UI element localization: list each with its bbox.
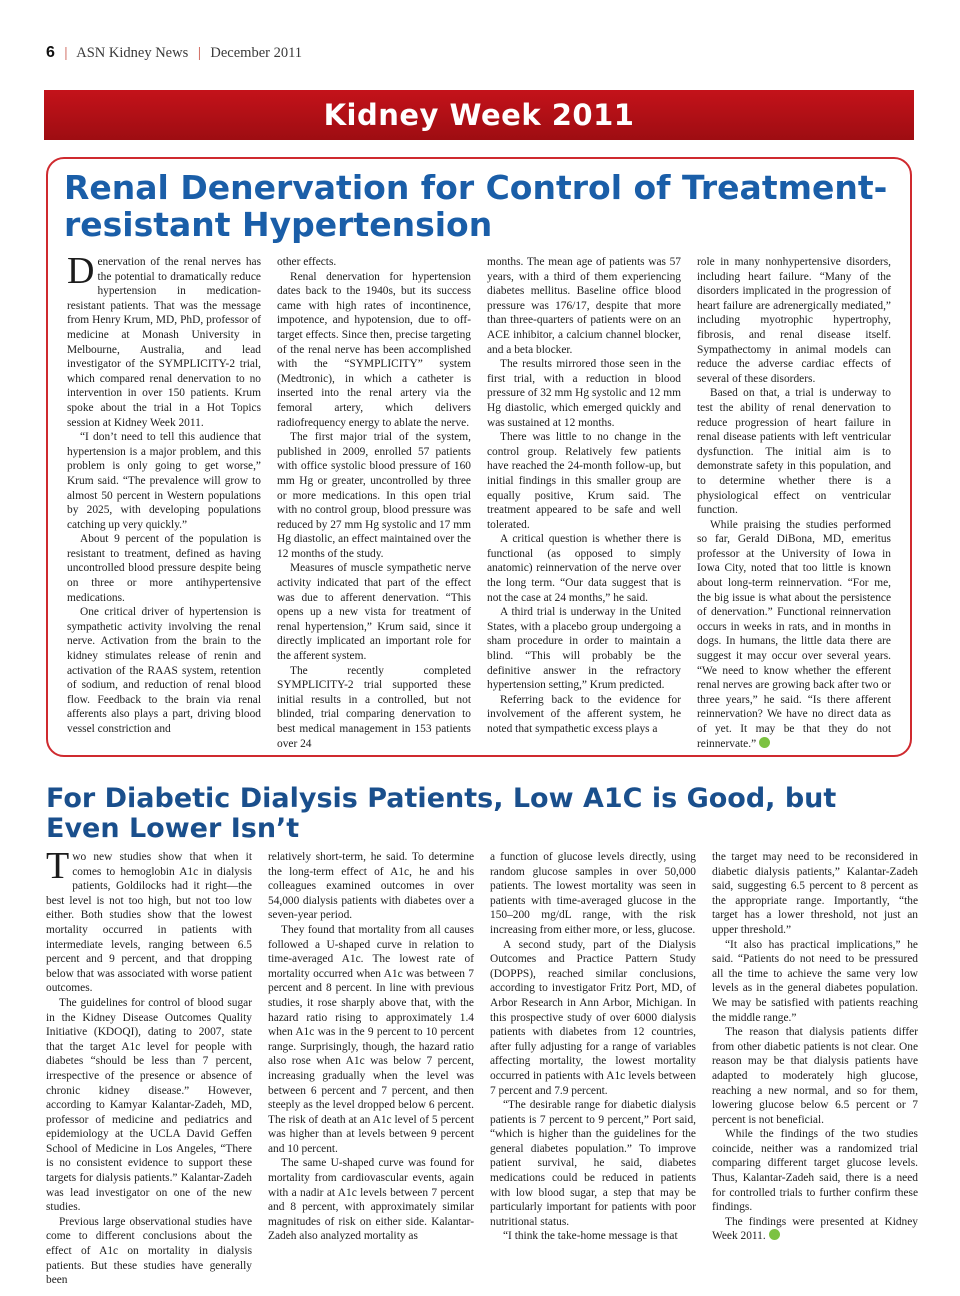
- paragraph: The guidelines for control of blood sugar in the Kidney Disease Outcomes Quality Initiative (KDOQI), dating to 2007, state that the target A1c level for people with diabetes “should be less than 7 percent, irrespective of the presence or absence of chronic kidney disease.” However, according to Kamyar Kalantar-Zadeh, MD, professor of medicine and pediatrics and epidemiology at the UCLA David Geffen School of Medicine in Los Angeles, “There is no consistent evidence to support these targets for dialysis patients.” Kalantar-Zadeh was lead investigator on one of the new studies.: [46, 996, 252, 1214]
- text-column: [712, 850, 918, 1250]
- text-column: [490, 850, 696, 1250]
- end-of-article-icon: [769, 1229, 780, 1240]
- paragraph: Two new studies show that when it comes to hemoglobin A1c in dialysis patients, Goldilocks had it right—the best level is not too high, but not too low either. Both studies show that the lowest mortality occurred in patients with intermediate levels, ranging between 6.5 percent and 9 percent, and that dropping below that was associated with worse patient outcomes.: [46, 845, 252, 995]
- paragraph: The recently completed SYMPLICITY-2 trial supported these initial results in a controlled, but not blinded, trial comparing denervation to best medical management in 153 patients over 24: [277, 664, 471, 750]
- paragraph: The findings were presented at Kidney Week 2011.: [712, 1215, 918, 1243]
- page-number: 6: [46, 44, 55, 61]
- end-of-article-icon: [759, 737, 770, 748]
- text-column: [697, 255, 891, 750]
- page-folio: [46, 44, 302, 62]
- article-headline-renal-denervation: Renal Denervation for Control of Treatment-resistant Hypertension: [64, 168, 888, 244]
- paragraph: the target may need to be reconsidered in diabetic dialysis patients,” Kalantar-Zadeh said, suggesting 6.5 percent to 8 percent as the appropriate range. Importantly, “the target has a lower threshold, not just an upper threshold.”: [712, 851, 918, 936]
- paragraph: The results mirrored those seen in the first trial, with a reduction in blood pressure of 32 mm Hg systolic and 12 mm Hg diastolic, which emerged quickly and was sustained at 12 months.: [487, 358, 681, 429]
- paragraph: A third trial is underway in the United States, with a placebo group undergoing a sham procedure in order to maintain a blind. “This will probably be the definitive answer in the refractory hypertension setting,” Krum predicted.: [487, 606, 681, 692]
- article-headline-diabetic-dialysis: For Diabetic Dialysis Patients, Low A1C is Good, but Even Lower Isn’t: [46, 783, 837, 845]
- paragraph: While the findings of the two studies coincide, neither was a randomized trial comparing different target glucose levels. Thus, Kalantar-Zadeh said, there is a need for controlled trials to further confirm these findings.: [712, 1128, 918, 1214]
- paragraph: About 9 percent of the population is resistant to treatment, defined as having uncontrolled blood pressure despite being on three or more antihypertensive medications.: [67, 533, 261, 604]
- text-column: [487, 255, 681, 741]
- section-banner: [44, 90, 914, 140]
- text-column: [46, 845, 252, 1287]
- paragraph: a function of glucose levels directly, using random glucose samples in over 50,000 patients. The lowest mortality was seen in patients with time-averaged glucose in the 150–200 mg/dL range, with the risk increasing from either more, or less, glucose.: [490, 851, 696, 936]
- paragraph: A second study, part of the Dialysis Outcomes and Practice Pattern Study (DOPPS), reached similar conclusions, according to investigator Fritz Port, MD, of Arbor Research in Ann Arbor, Michigan. In this prospective study of over 6000 dialysis patients with diabetes from 12 countries, after fully adjusting for a range of variables affecting mortality, the lowest mortality occurred in patients with A1c levels between 7 percent and 7.9 percent.: [490, 938, 696, 1097]
- paragraph: Previous large observational studies have come to different conclusions about the effect of A1c on mortality in dialysis patients. But these studies have generally been: [46, 1215, 252, 1287]
- drop-cap: T: [46, 845, 70, 887]
- paragraph: “The desirable range for diabetic dialysis patients is 7 percent to 9 percent,” Port said, “which is higher than the guidelines for the general diabetes population.” To improve patient survival, he said, diabetes medications could be reduced in patients with low blood sugar, a step that may be particularly important for patients with poor nutritional status.: [490, 1099, 696, 1228]
- paragraph: “I think the take-home message is that: [503, 1230, 678, 1243]
- paragraph: Denervation of the renal nerves has the potential to dramatically reduce hypertension in medication-resistant patients. That was the message from Henry Krum, MD, PhD, professor of medicine at Monash University in Melbourne, Australia, and lead investigator of the SYMPLICITY-2 trial, which compared renal denervation to no intervention in over 150 patients. Krum spoke about the trial in a Hot Topics session at Kidney Week 2011.: [67, 250, 261, 429]
- paragraph: While praising the studies performed so far, Gerald DiBona, MD, emeritus professor at the University of Iowa in Iowa City, noted that too little is known about long-term reinnervation. “For me, the big issue is what about the persistence of denervation.” Functional reinnervation occurs in weeks in rats, and in months in dogs. In humans, the little data there are suggest it may occur over several years. “We need to know whether the efferent renal nerves are growing back after two or three years,” he said. “Is there afferent reinnervation? We have no direct data as of yet. It may be that they do not reinnervate.”: [697, 518, 891, 750]
- paragraph: months. The mean age of patients was 57 years, with a third of them experiencing diabetes mellitus. Baseline office blood pressure was 176/17, despite that more than three-quarters of patients were on an ACE inhibitor, a calcium channel blocker, and a beta blocker.: [487, 256, 681, 356]
- paragraph: The first major trial of the system, published in 2009, enrolled 57 patients with office systolic blood pressure of 160 mm Hg or greater, uncontrolled by three or more medications. In this open trial with no control group, blood pressure was reduced by 27 mm Hg systolic and 17 mm Hg diastolic, an effect maintained over the 12 months of the study.: [277, 431, 471, 560]
- text-column: [67, 250, 261, 741]
- paragraph: The same U-shaped curve was found for mortality from cardiovascular events, again with a nadir at A1c levels between 7 percent and 8 percent, with approximately similar magnitudes of risk on either side. Kalantar-Zadeh also analyzed mortality as: [268, 1157, 474, 1243]
- paragraph: The reason that dialysis patients differ from other diabetic patients is not clear. One reason may be that dialysis patients have adapted to moderately high glucose, reaching a new normal, and so for them, lowering glucose below 6.5 percent or 7 percent is not beneficial.: [712, 1026, 918, 1126]
- article-body-diabetic-dialysis: [46, 845, 918, 1287]
- paragraph: One critical driver of hypertension is sympathetic activity involving the renal nerve. Activation from the brain to the kidney stimulates release of renin and activation of the RAAS system, retention of sodium, and reduction of renal blood flow. Feedback to the brain via renal afferents also plays a part, driving blood vessel constriction and: [67, 606, 261, 735]
- paragraph: Renal denervation for hypertension dates back to the 1940s, but its success came with high rates of incontinence, impotence, and hypotension, due to off-target effects. Since then, precise targeting of the renal nerve has been accomplished with the “SYMPLICITY” system (Medtronic), in which a catheter is inserted into the renal artery via the femoral artery, which delivers radiofrequency energy to ablate the nerve.: [277, 270, 471, 429]
- paragraph: “It also has practical implications,” he said. “Patients do not need to be pressured all the time to achieve the same very low levels as in the general diabetes population. We may be satisfied with patients reaching the middle range.”: [712, 938, 918, 1024]
- paragraph: There was little to no change in the control group. Relatively few patients have reached the 24-month follow-up, but initial findings in this smaller group are equally positive, Krum said. The treatment appeared to be safe and well tolerated.: [487, 431, 681, 531]
- paragraph: “I don’t need to tell this audience that hypertension is a major problem, and this problem is only going to get worse,” Krum said. “The prevalence will grow to almost 50 percent in Western populations by 2025, with developing populations catching up very quickly.”: [67, 431, 261, 531]
- paragraph: role in many nonhypertensive disorders, including heart failure. “Many of the disorders implicated in the progression of heart failure are adrenergically mediated,” including myotrophic hypertrophy, fibrosis, and renal disease itself. Sympathectomy in animal models can reduce the adverse cardiac effects of several of these disorders.: [697, 256, 891, 385]
- paragraph: other effects.: [277, 256, 337, 268]
- paragraph: They found that mortality from all causes followed a U-shaped curve in relation to time-averaged A1c. The lowest rate of mortality occurred when A1c was between 7 percent and 8 percent. In line with previous studies, it rose sharply above that, with the hazard ratio rising to approximately 1.4 when A1c was in the 9 percent to 10 percent range. Surprisingly, though, the hazard ratio also rose when A1c was below 7 percent, increasing gradually when the level was between 6 percent and 7 percent, and then steeply as the level dropped below 6 percent. The risk of death at an A1c level of 5 percent was higher than at levels between 9 percent and 10 percent.: [268, 923, 474, 1155]
- publication-name: ASN Kidney News: [76, 45, 189, 61]
- text-column: [277, 255, 471, 750]
- folio-separator: |: [64, 45, 68, 61]
- paragraph: Referring back to the evidence for involvement of the afferent system, he noted that sympathetic excess plays a: [487, 693, 681, 735]
- paragraph: A critical question is whether there is functional (as opposed to simply anatomic) reinnervation of the nerve over the long term. “Our data suggest that is not the case at 24 months,” he said.: [487, 533, 681, 604]
- paragraph: relatively short-term, he said. To determine the long-term effect of A1c, he and his colleagues examined outcomes in over 54,000 dialysis patients with diabetes over a seven-year period.: [268, 851, 474, 922]
- article-body-renal-denervation: [67, 250, 891, 750]
- drop-cap: D: [67, 250, 95, 292]
- issue-date: December 2011: [210, 45, 303, 61]
- paragraph: Based on that, a trial is underway to test the ability of renal denervation to reduce progression of heart failure in renal disease patients with left ventricular dysfunction. The initial aim is to demonstrate safety in this population, and to determine whether there is a physiological effect on ventricular function.: [697, 387, 891, 517]
- section-title: Kidney Week 2011: [323, 98, 635, 132]
- folio-separator: |: [197, 45, 201, 61]
- text-column: [268, 850, 474, 1250]
- paragraph: Measures of muscle sympathetic nerve activity indicated that part of the effect was due to afferent denervation. “This opens up a new vista for treatment of renal hypertension,” Krum said, since it directly implicated an important role for the afferent system.: [277, 562, 471, 663]
